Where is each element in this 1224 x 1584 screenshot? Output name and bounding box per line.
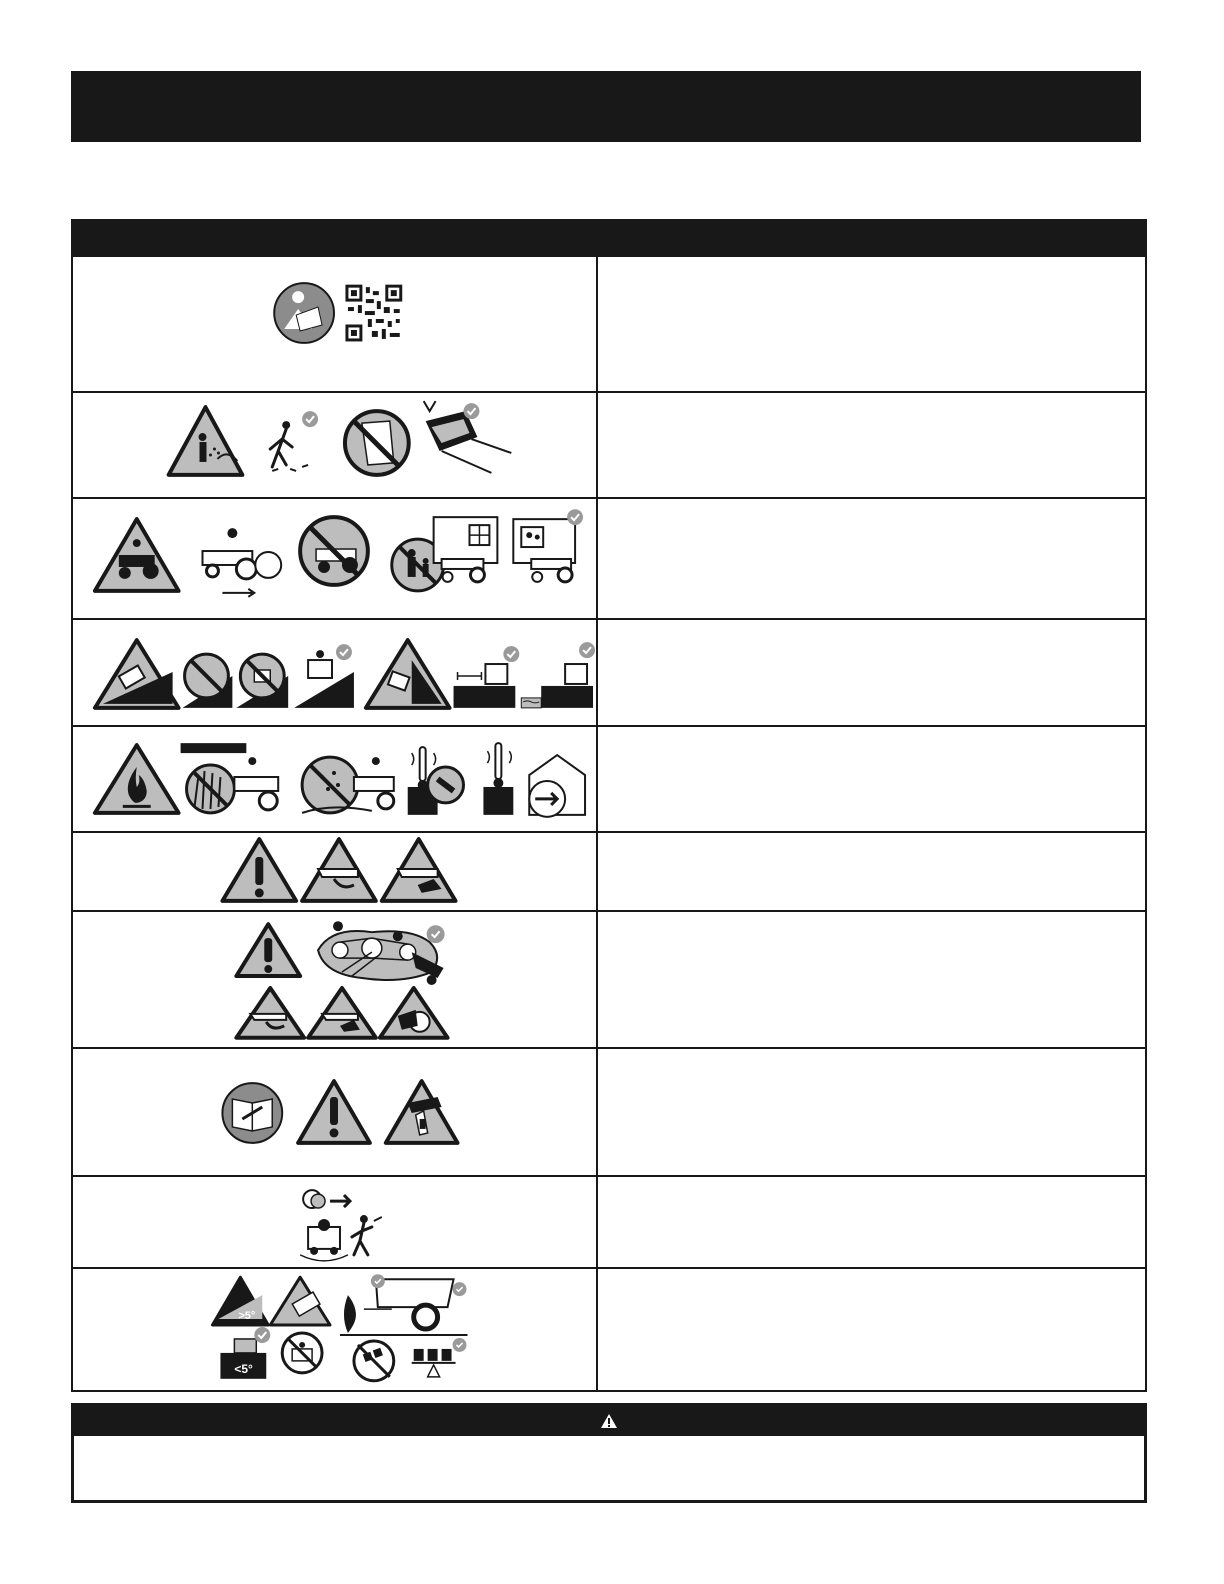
meaning-cell bbox=[598, 912, 1145, 1047]
water-edge-icon bbox=[521, 642, 595, 708]
load-balance-icon bbox=[354, 1338, 467, 1381]
meaning-cell bbox=[598, 499, 1145, 618]
qr-code-icon bbox=[346, 285, 402, 341]
header-banner bbox=[71, 71, 1141, 142]
blade-cut-warning-icon bbox=[380, 988, 448, 1038]
table-row bbox=[73, 1047, 1145, 1175]
no-passengers-icon bbox=[300, 517, 368, 585]
discharge-chute-icon bbox=[424, 401, 512, 473]
slope-ok-icon bbox=[294, 644, 354, 708]
thrown-objects-warning-icon bbox=[169, 407, 243, 475]
no-discharge-icon bbox=[345, 411, 409, 475]
no-riders-trailer-icon bbox=[282, 1333, 322, 1373]
symbol-cell bbox=[73, 727, 598, 831]
hand-entanglement-icon bbox=[386, 1081, 458, 1143]
symbol-cell bbox=[73, 1269, 598, 1390]
slope-under-5-icon bbox=[220, 1327, 270, 1379]
warning-triangle-icon bbox=[600, 1413, 618, 1429]
blade-hand-warning-icon bbox=[236, 988, 304, 1038]
table-row bbox=[73, 255, 1145, 391]
meaning-cell bbox=[598, 393, 1145, 497]
symbol-column-header bbox=[73, 221, 598, 255]
children-indoors-icon bbox=[513, 509, 583, 582]
blade-hand-warning-icon bbox=[302, 839, 376, 901]
runover-warning-icon bbox=[95, 519, 179, 591]
table-row bbox=[73, 391, 1145, 497]
no-slope-side-icon bbox=[236, 654, 288, 708]
dry-grass-icon bbox=[181, 743, 279, 813]
table-row bbox=[73, 497, 1145, 618]
keep-children-away-icon bbox=[392, 517, 498, 591]
symbol-cell bbox=[73, 620, 598, 725]
trailer-tip-icon bbox=[270, 1277, 330, 1325]
edge-distance-icon bbox=[454, 646, 520, 708]
symbol-cell bbox=[73, 833, 598, 910]
look-behind-icon bbox=[203, 528, 282, 597]
symbol-cell bbox=[73, 1177, 598, 1267]
meaning-cell bbox=[598, 1177, 1145, 1267]
meaning-cell bbox=[598, 257, 1145, 391]
caution-icon bbox=[298, 1081, 370, 1143]
symbol-cell bbox=[73, 499, 598, 618]
meaning-cell bbox=[598, 833, 1145, 910]
svg-text:<5°: <5° bbox=[234, 1361, 253, 1376]
meaning-cell bbox=[598, 620, 1145, 725]
warning-header bbox=[74, 1406, 1144, 1436]
cool-before-storage-icon bbox=[483, 743, 513, 815]
rollover-warning-icon bbox=[95, 640, 179, 708]
meaning-cell bbox=[598, 727, 1145, 831]
clear-debris-icon bbox=[270, 411, 318, 471]
blade-foot-warning-icon bbox=[308, 988, 376, 1038]
table-row bbox=[73, 910, 1145, 1047]
service-manual-icon bbox=[222, 1083, 282, 1143]
table-row bbox=[73, 725, 1145, 831]
symbol-cell bbox=[73, 257, 598, 391]
meaning-cell bbox=[598, 1049, 1145, 1175]
symbol-cell bbox=[73, 912, 598, 1047]
caution-icon bbox=[222, 839, 296, 901]
read-manual-icon bbox=[274, 283, 334, 343]
storage-shed-icon bbox=[529, 755, 585, 817]
safety-symbols-table bbox=[71, 219, 1147, 1392]
symbol-cell bbox=[73, 393, 598, 497]
blade-foot-warning-icon bbox=[382, 839, 456, 901]
table-row bbox=[73, 1267, 1145, 1390]
table-row bbox=[73, 618, 1145, 725]
remove-key-icon bbox=[300, 1190, 350, 1261]
svg-text:>5°: >5° bbox=[238, 1310, 256, 1323]
table-row bbox=[73, 831, 1145, 910]
fire-warning-icon bbox=[95, 745, 179, 813]
slope-over-5-icon bbox=[212, 1277, 268, 1325]
meaning-column-header bbox=[598, 221, 1145, 255]
no-debris-icon bbox=[302, 757, 394, 813]
hot-engine-icon bbox=[408, 747, 464, 815]
deck-belt-diagram-icon bbox=[318, 921, 445, 985]
meaning-cell bbox=[598, 1269, 1145, 1390]
caution-icon bbox=[236, 924, 300, 976]
no-slope-icon bbox=[183, 654, 233, 708]
warning-box bbox=[71, 1403, 1147, 1503]
drop-off-warning-icon bbox=[366, 640, 450, 708]
tow-hitch-icon bbox=[340, 1274, 468, 1335]
table-header bbox=[73, 221, 1145, 255]
table-row bbox=[73, 1175, 1145, 1267]
symbol-cell bbox=[73, 1049, 598, 1175]
walk-away-icon bbox=[352, 1215, 382, 1255]
